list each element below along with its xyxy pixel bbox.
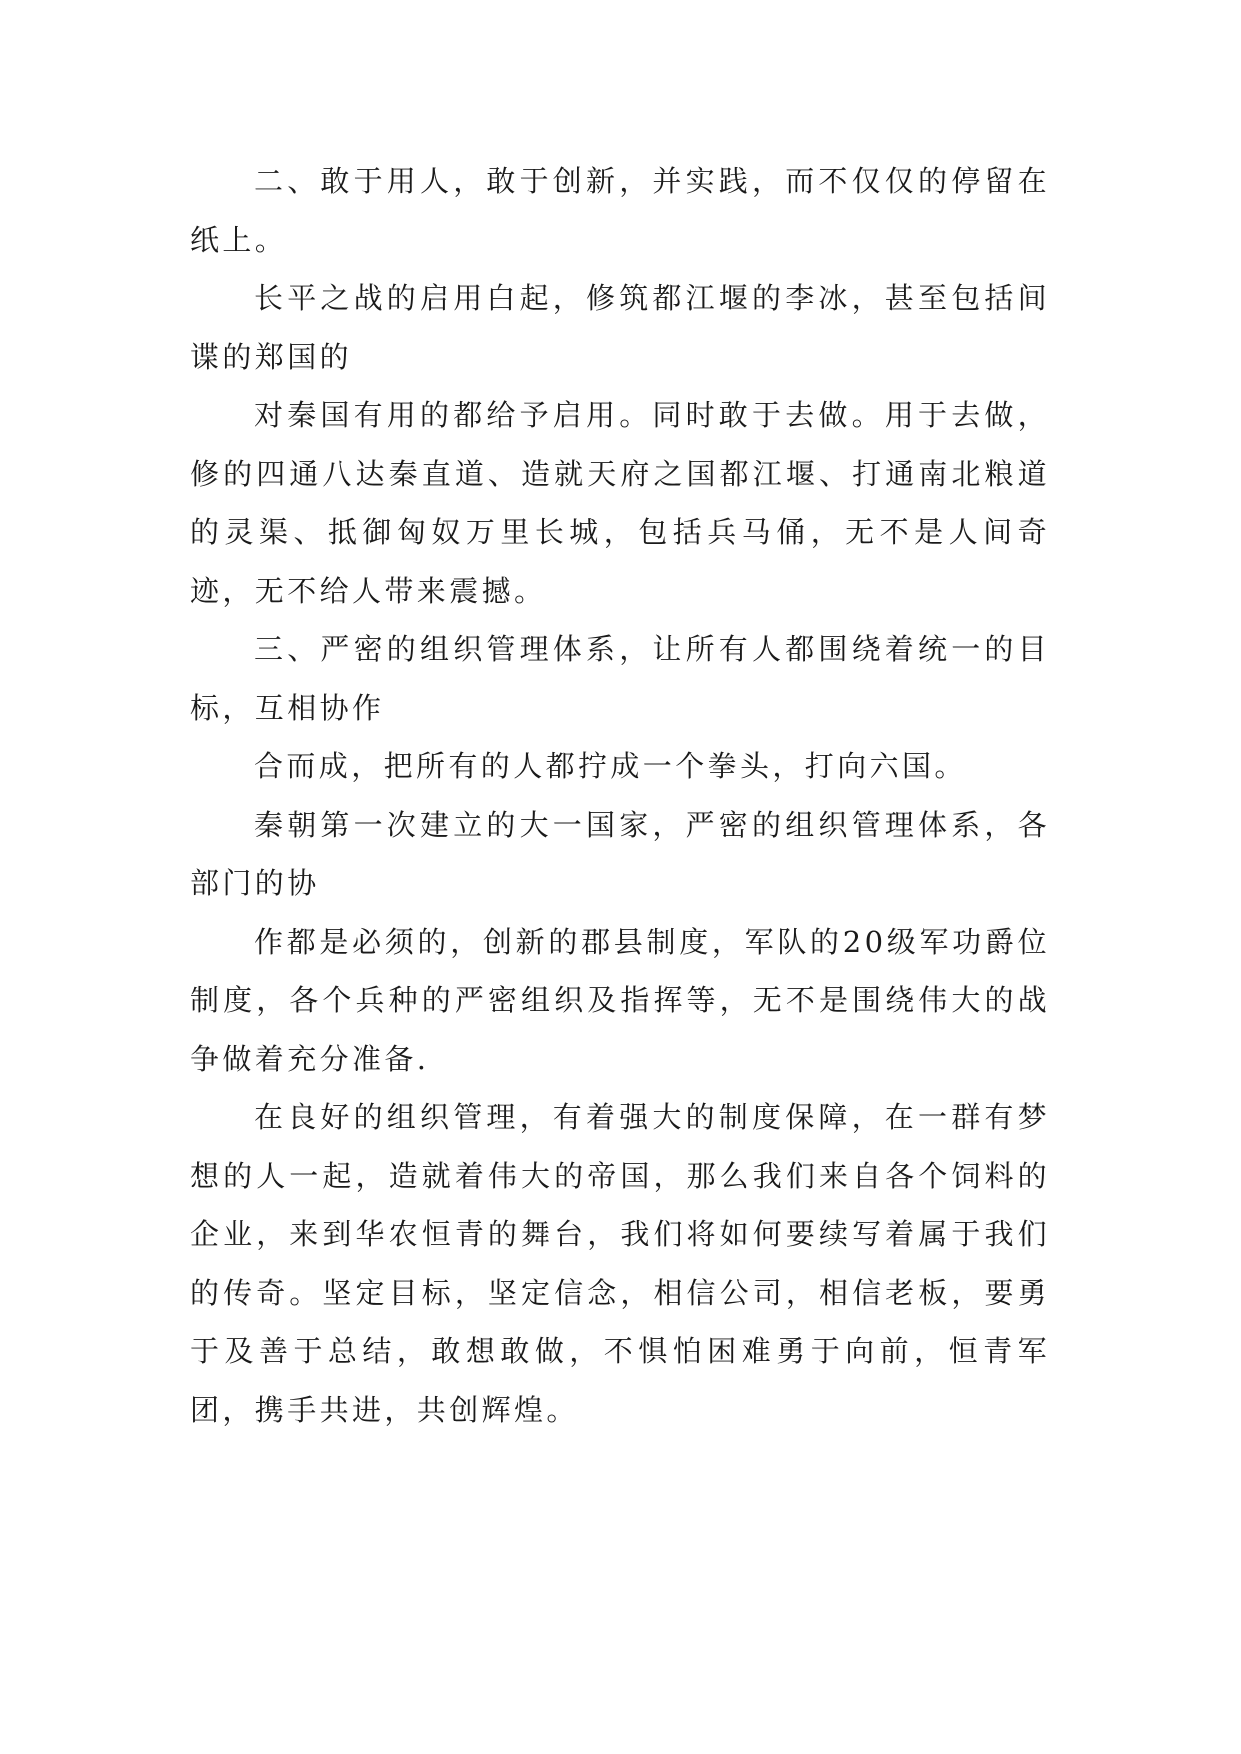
paragraph: 对秦国有用的都给予启用。同时敢于去做。用于去做，修的四通八达秦直道、造就天府之国都江堰、打通南北粮道的灵渠、抵御匈奴万里长城，包括兵马俑，无不是人间奇迹，无不给人带来震撼。 [190,398,1050,608]
paragraph: 三、严密的组织管理体系，让所有人都围绕着统一的目标，互相协作 [190,632,1050,725]
paragraph: 合而成，把所有的人都拧成一个拳头，打向六国。 [254,749,967,783]
paragraph: 作都是必须的，创新的郡县制度，军队的20级军功爵位制度，各个兵种的严密组织及指挥等，无不是围绕伟大的战争做着充分准备. [190,924,1050,1076]
paragraph: 二、敢于用人，敢于创新，并实践，而不仅仅的停留在纸上。 [190,164,1050,257]
paragraph: 在良好的组织管理，有着强大的制度保障，在一群有梦想的人一起，造就着伟大的帝国，那么我们来自各个饲料的企业，来到华农恒青的舞台，我们将如何要续写着属于我们的传奇。坚定目标，坚定信念，相信公司，相信老板，要勇于及善于总结，敢想敢做，不惧怕困难勇于向前，恒青军团，携手共进，共创辉煌。 [190,1100,1050,1427]
paragraph: 秦朝第一次建立的大一国家，严密的组织管理体系，各部门的协 [190,807,1050,900]
document-body [190,152,1050,1439]
paragraph: 长平之战的启用白起，修筑都江堰的李冰，甚至包括间谍的郑国的 [190,281,1050,374]
